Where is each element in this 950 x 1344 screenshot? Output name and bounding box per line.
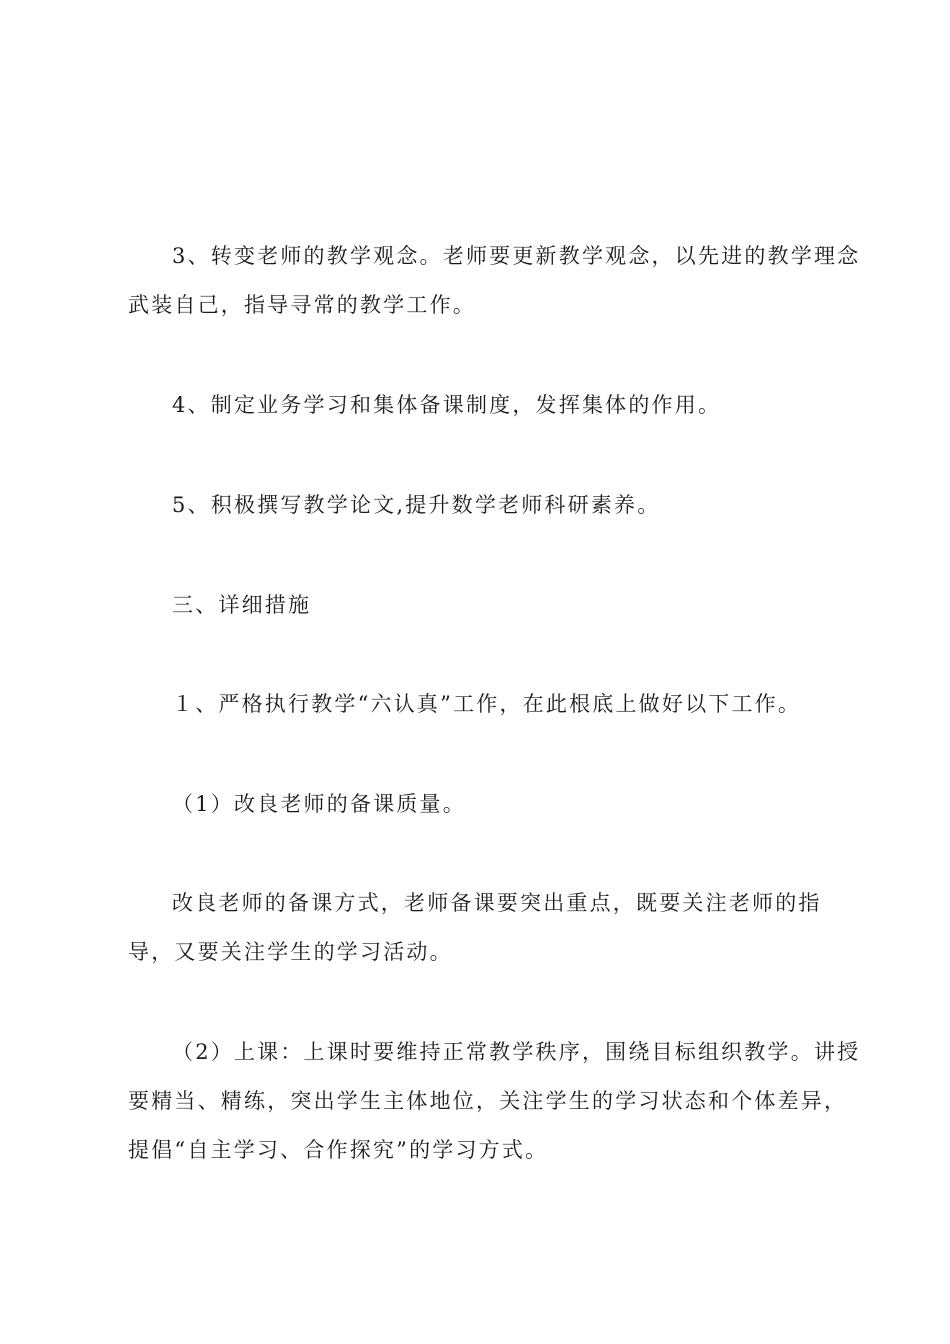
subitem-2-line-3: 提倡“自主学习、合作探究”的学习方式。 <box>128 1138 549 1162</box>
section-heading: 三、详细措施 <box>172 593 312 617</box>
paragraph-3-line-2: 武装自己，指导寻常的教学工作。 <box>128 293 476 317</box>
measure-1: １、严格执行教学“六认真”工作，在此根底上做好以下工作。 <box>172 692 802 716</box>
subitem-2-line-1: （2）上课：上课时要维持正常教学秩序，围绕目标组织教学。讲授 <box>172 1040 861 1064</box>
subitem-1-heading: （1）改良老师的备课质量。 <box>172 792 466 816</box>
subitem-1-body-line-1: 改良老师的备课方式，老师备课要突出重点，既要关注老师的指 <box>172 891 822 915</box>
paragraph-5: 5、积极撰写教学论文,提升数学老师科研素养。 <box>172 493 661 517</box>
paragraph-4: 4、制定业务学习和集体备课制度，发挥集体的作用。 <box>172 393 722 417</box>
paragraph-3-line-1: 3、转变老师的教学观念。老师要更新教学观念，以先进的教学理念 <box>172 244 861 268</box>
subitem-1-body-line-2: 导，又要关注学生的学习活动。 <box>128 940 453 964</box>
subitem-2-line-2: 要精当、精练，突出学生主体地位，关注学生的学习状态和个体差异， <box>128 1089 848 1113</box>
